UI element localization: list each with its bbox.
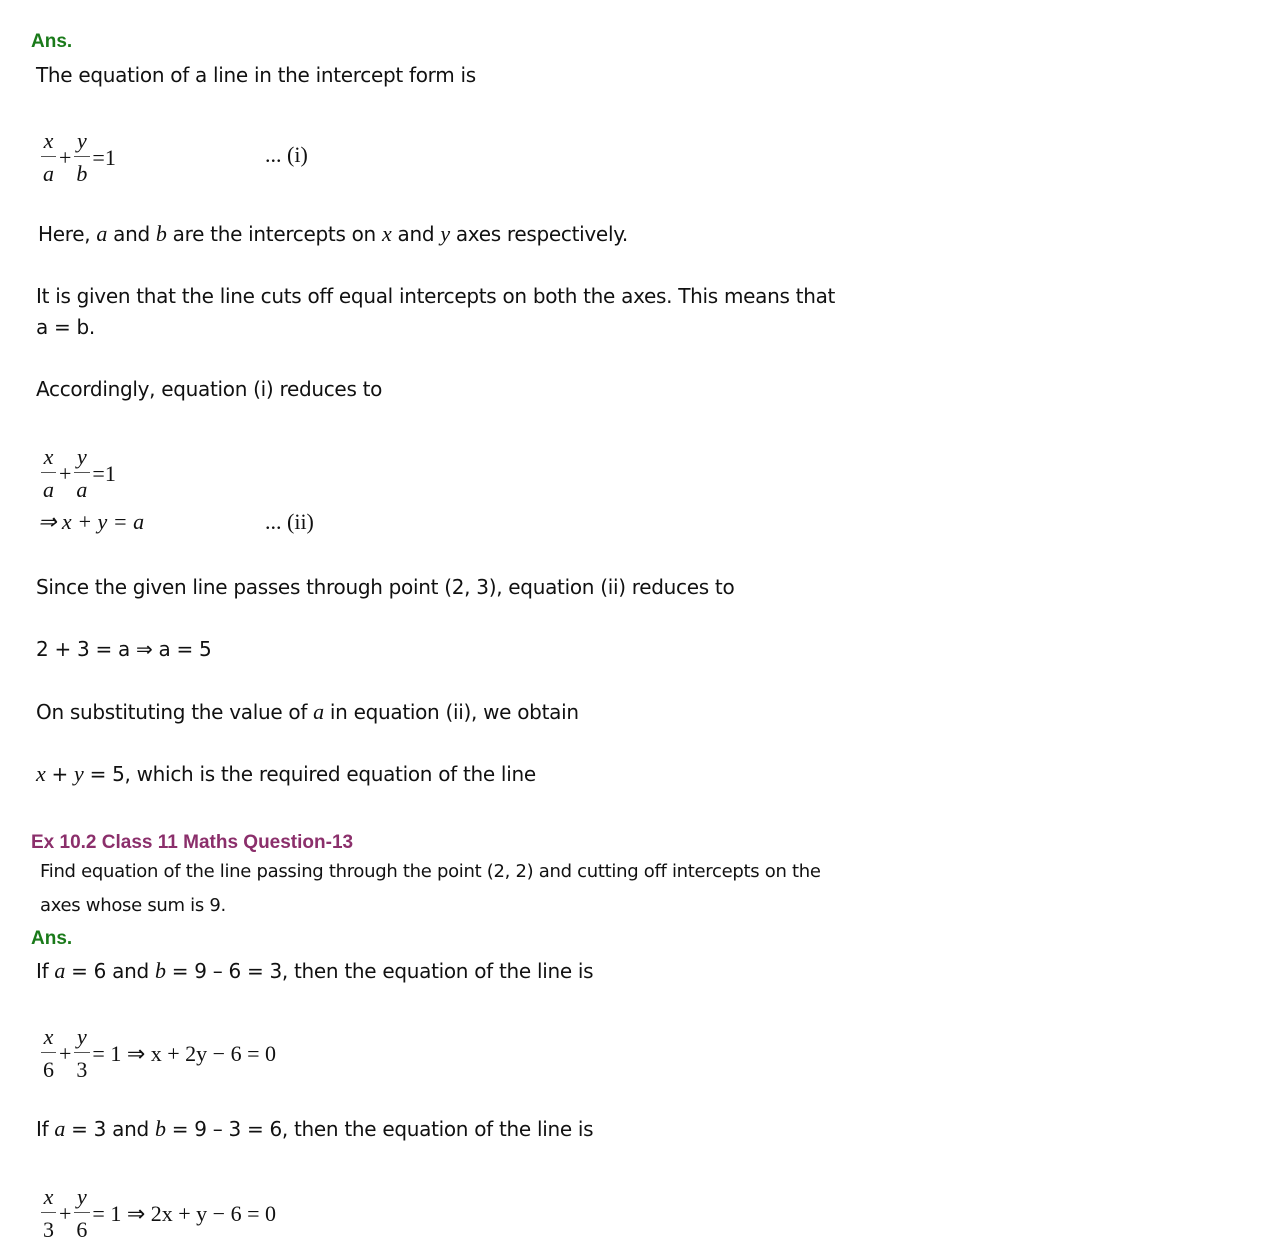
- text-segment: x: [36, 761, 46, 786]
- numerator: x: [41, 130, 57, 157]
- accordingly-text: Accordingly, equation (i) reduces to: [36, 377, 383, 401]
- text-segment: x: [382, 221, 392, 246]
- rhs: =1: [92, 144, 116, 170]
- numerator: y: [74, 1186, 90, 1213]
- text-segment: are the intercepts on: [166, 222, 382, 246]
- text-segment: axes respectively.: [449, 222, 628, 246]
- rhs: = 1 ⇒ x + 2y − 6 = 0: [92, 1040, 276, 1066]
- case-2-text: [36, 1116, 593, 1142]
- since-text: Since the given line passes through point (2, 3), equation (ii) reduces to: [36, 575, 735, 599]
- text-segment: = 9 – 6 = 3, then the equation of the line is: [165, 959, 594, 983]
- denominator: 3: [43, 1217, 54, 1242]
- text-segment: = 3 and: [65, 1117, 155, 1141]
- equation-ii: ⇒ x + y = a: [38, 509, 145, 534]
- rhs: =1: [92, 460, 116, 486]
- text-segment: and: [107, 222, 156, 246]
- substitute-text: [36, 699, 579, 725]
- given-text: It is given that the line cuts off equal intercepts on both the axes. This means that: [36, 284, 836, 308]
- calc-text: 2 + 3 = a ⇒ a = 5: [36, 637, 212, 661]
- text-segment: On substituting the value of: [36, 700, 314, 724]
- text-segment: = 9 – 3 = 6, then the equation of the line is: [165, 1117, 594, 1141]
- case-2-equation: [38, 1186, 276, 1241]
- denominator: 3: [76, 1057, 88, 1082]
- text-segment: in equation (ii), we obtain: [323, 700, 579, 724]
- case-1-text: [36, 958, 593, 984]
- text-segment: b: [154, 958, 166, 983]
- result-text: [36, 761, 536, 787]
- plus: +: [59, 1200, 72, 1226]
- text-segment: = 6 and: [65, 959, 155, 983]
- text-segment: a: [96, 221, 108, 246]
- numerator: y: [74, 446, 90, 473]
- denominator: a: [43, 477, 54, 502]
- text-segment: b: [154, 1116, 166, 1141]
- text-segment: y: [74, 761, 84, 786]
- text-segment: If: [36, 959, 55, 983]
- text-segment: If: [36, 1117, 55, 1141]
- text-segment: and: [391, 222, 441, 246]
- rhs: = 1 ⇒ 2x + y − 6 = 0: [92, 1200, 276, 1226]
- plus: +: [59, 144, 72, 170]
- here-text: [38, 221, 628, 247]
- text-segment: y: [440, 221, 450, 246]
- case-1-equation: [38, 1026, 276, 1081]
- denominator: a: [43, 161, 54, 186]
- answer-label: Ans.: [31, 928, 73, 949]
- a-equals-b: a = b.: [36, 315, 95, 339]
- equation-reduced: [38, 446, 116, 501]
- denominator: a: [76, 477, 88, 502]
- denominator: 6: [76, 1217, 88, 1242]
- text-segment: a: [313, 699, 324, 724]
- text-segment: a: [54, 958, 66, 983]
- numerator: x: [41, 1186, 57, 1213]
- plus: +: [59, 460, 72, 486]
- equation-i: [38, 130, 116, 185]
- equation-tag-ii: ... (ii): [265, 509, 314, 534]
- numerator: x: [41, 446, 57, 473]
- text-segment: = 5, which is the required equation of the line: [83, 762, 536, 786]
- text-segment: +: [45, 762, 75, 786]
- denominator: 6: [43, 1057, 54, 1082]
- text-segment: b: [155, 221, 167, 246]
- question-line-2: axes whose sum is 9.: [40, 895, 226, 916]
- numerator: y: [74, 130, 90, 157]
- numerator: y: [74, 1026, 90, 1053]
- plus: +: [59, 1040, 72, 1066]
- equation-tag-i: ... (i): [265, 142, 308, 167]
- question-line-1: Find equation of the line passing through the point (2, 2) and cutting off intercepts on the: [40, 861, 821, 882]
- question-heading: Ex 10.2 Class 11 Maths Question-13: [31, 832, 354, 853]
- answer-label: Ans.: [31, 31, 73, 52]
- text-segment: Here,: [38, 222, 97, 246]
- text-segment: a: [54, 1116, 66, 1141]
- denominator: b: [76, 161, 88, 186]
- numerator: x: [41, 1026, 57, 1053]
- intro-text: The equation of a line in the intercept form is: [36, 63, 476, 87]
